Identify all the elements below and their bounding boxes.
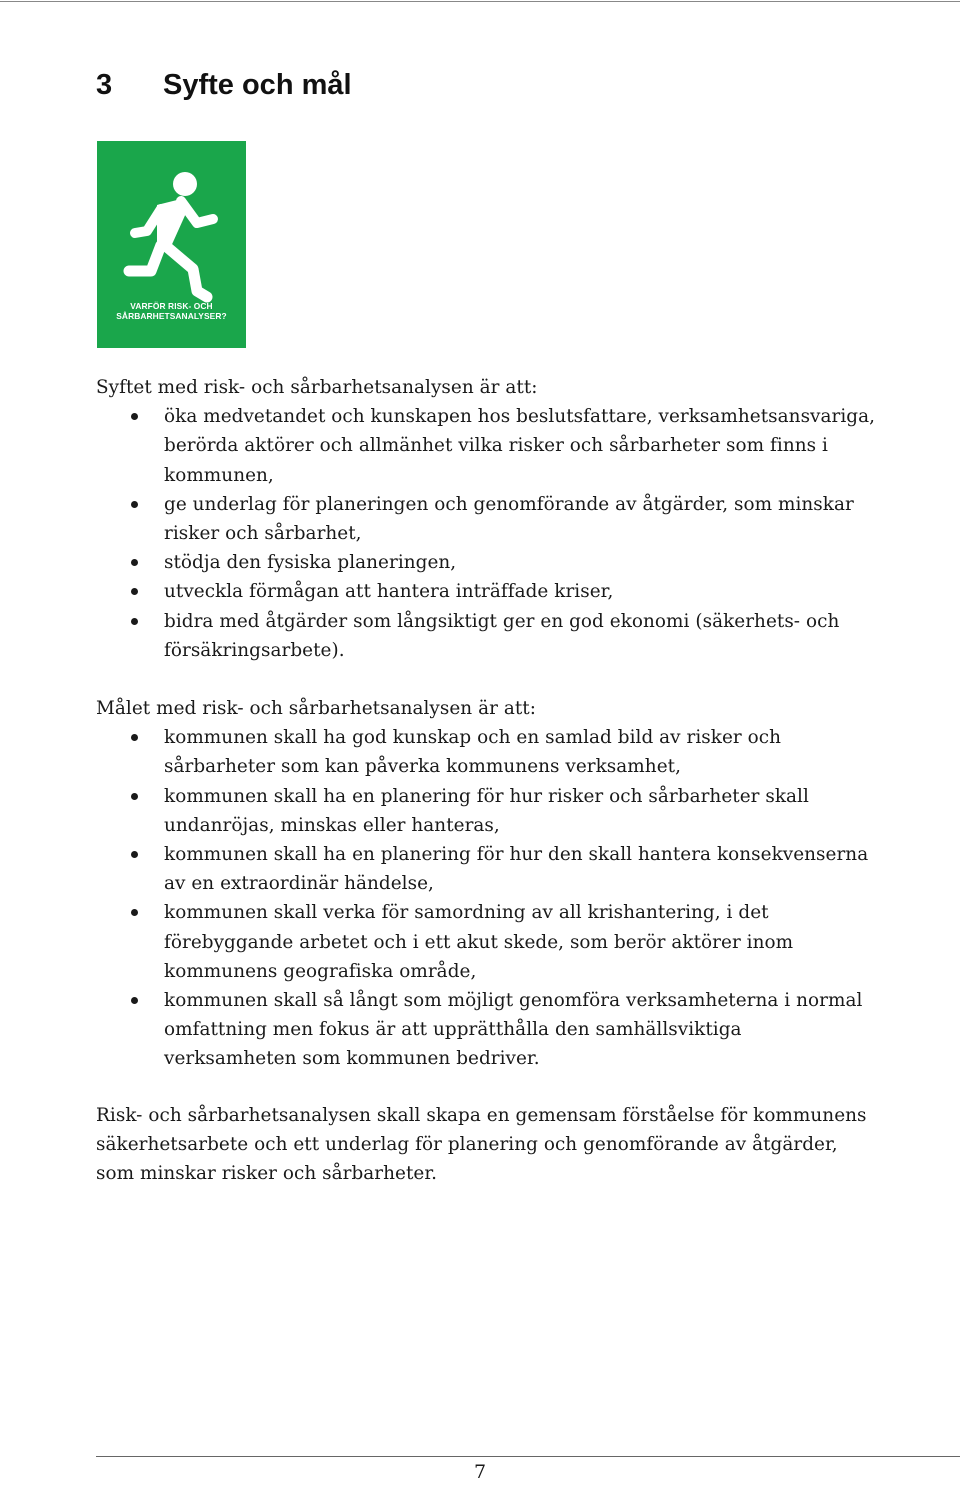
closing-paragraph: Risk- och sårbarhetsanalysen skall skapa en gemensam förståelse för kommunens säkerhetsarbete och ett underlag för planering och genomförande av åtgärder, som minskar risker och sårbarheter. bbox=[96, 1104, 867, 1185]
sign-caption bbox=[97, 302, 246, 321]
purpose-intro: Syftet med risk- och sårbarhetsanalysen är att: bbox=[96, 377, 538, 398]
list-item: kommunen skall så långt som möjligt genomföra verksamheterna i normal omfattning men fokus är att upprätthålla den samhällsviktiga verksamheten som kommunen bedriver. bbox=[96, 986, 876, 1074]
goal-intro: Målet med risk- och sårbarhetsanalysen är att: bbox=[96, 698, 536, 720]
footer-rule bbox=[96, 1456, 960, 1457]
list-item: ge underlag för planeringen och genomförande av åtgärder, som minskar risker och sårbarhet, bbox=[96, 490, 876, 548]
section-number: 3 bbox=[96, 69, 113, 101]
purpose-list bbox=[96, 402, 876, 665]
sign-caption-line-2: SÅRBARHETSANALYSER? bbox=[116, 310, 227, 321]
page-number: 7 bbox=[473, 1461, 487, 1483]
list-item: bidra med åtgärder som långsiktigt ger en god ekonomi (säkerhets- och försäkringsarbete). bbox=[96, 607, 876, 665]
list-item: stödja den fysiska planeringen, bbox=[96, 548, 876, 577]
section-title: Syfte och mål bbox=[163, 69, 352, 101]
list-item: kommunen skall ha god kunskap och en samlad bild av risker och sårbarheter som kan påverka kommunens verksamhet, bbox=[96, 723, 876, 781]
top-rule bbox=[0, 1, 960, 2]
goal-list bbox=[96, 723, 876, 1073]
section-heading bbox=[96, 62, 352, 108]
sign-caption-line-1: VARFÖR RISK- OCH bbox=[130, 301, 213, 311]
body-content bbox=[96, 373, 876, 1188]
list-item: kommunen skall ha en planering för hur risker och sårbarheter skall undanröjas, minskas eller hanteras, bbox=[96, 782, 876, 840]
list-item: öka medvetandet och kunskapen hos beslutsfattare, verksamhetsansvariga, berörda aktörer och allmänhet vilka risker och sårbarheter som finns i kommunen, bbox=[96, 402, 876, 490]
emergency-exit-sign bbox=[97, 141, 246, 348]
list-item: kommunen skall ha en planering för hur den skall hantera konsekvenserna av en extraordinär händelse, bbox=[96, 840, 876, 898]
list-item: kommunen skall verka för samordning av all krishantering, i det förebyggande arbetet och i ett akut skede, som berör aktörer inom kommunens geografiska område, bbox=[96, 898, 876, 986]
list-item: utveckla förmågan att hantera inträffade kriser, bbox=[96, 577, 876, 606]
